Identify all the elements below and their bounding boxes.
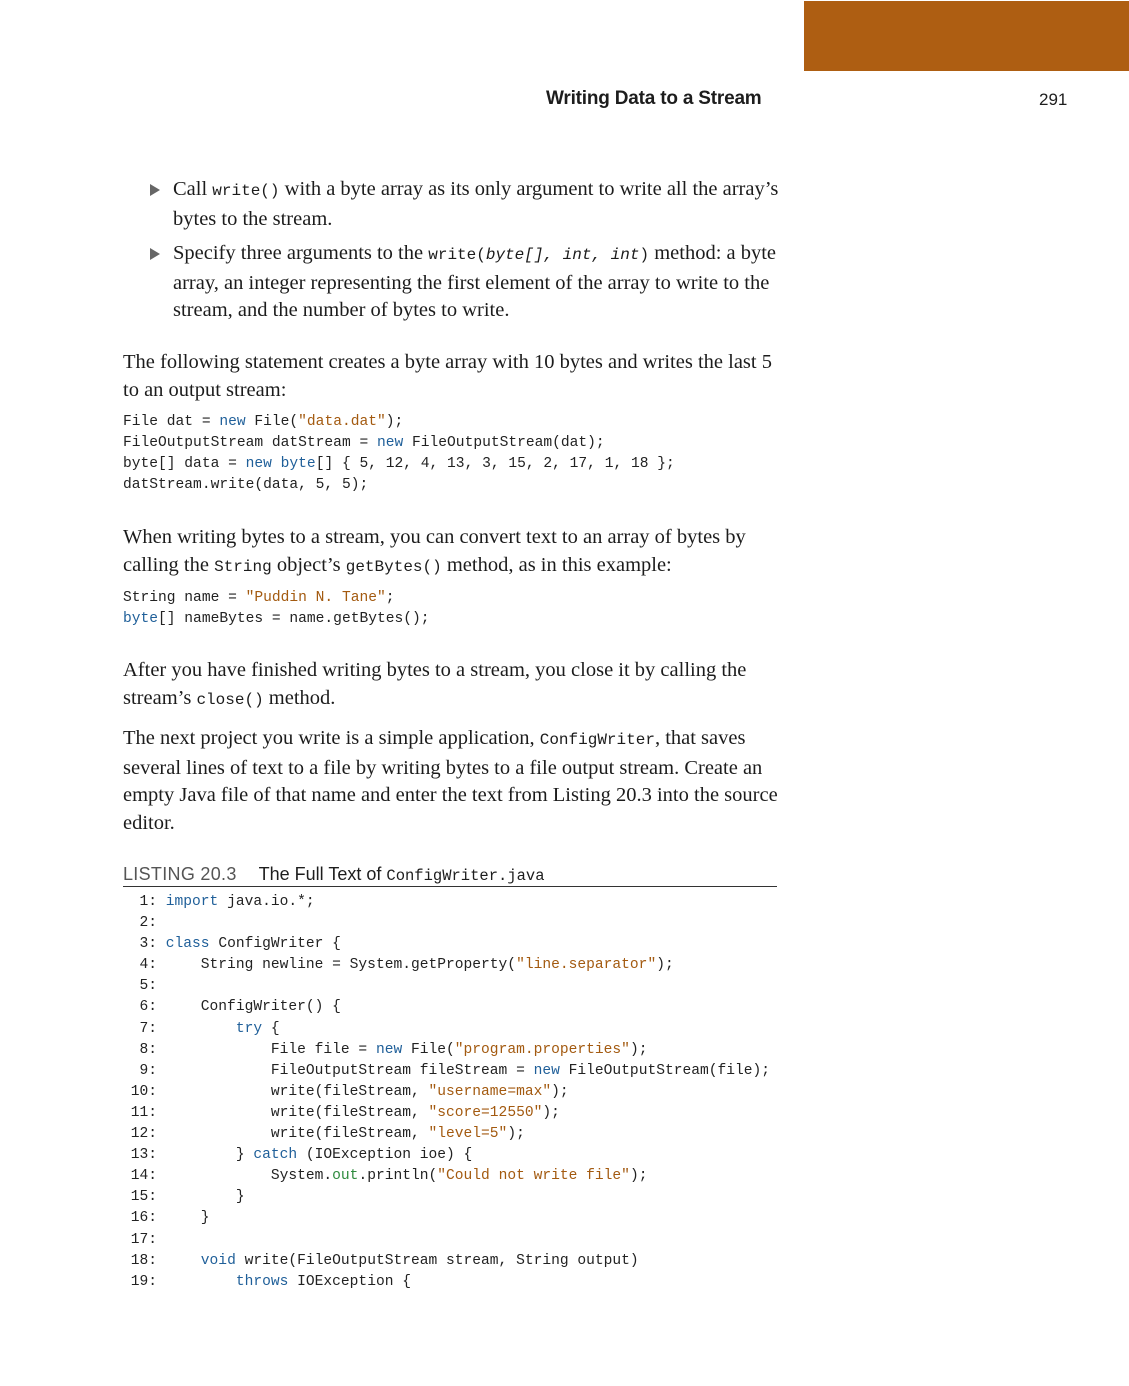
code-line: 12: write(fileStream, "level=5"); [130,1126,525,1143]
code-line: 9: FileOutputStream fileStream = new FileOutputStream(file); [139,1062,771,1079]
paragraph: The next project you write is a simple application, ConfigWriter, that saves several lines of text to a file by writing bytes to a file output stream. Create an empty Java file of that name and enter the text from Listing 20.3 into the source editor. [123,727,778,834]
chapter-tab [804,1,1129,71]
code-snippet-1 [123,412,675,496]
code-line: byte[] nameBytes = name.getBytes(); [123,611,430,628]
paragraph: When writing bytes to a stream, you can convert text to an array of bytes by calling the String object’s getBytes() method, as in this example: [123,526,746,576]
bullet-item [150,176,790,233]
code-line: 17: [130,1231,157,1248]
listing-label: LISTING 20.3 [123,864,237,884]
inline-code: write() [212,182,280,200]
inline-code: ConfigWriter [539,731,655,749]
code-snippet-2 [123,588,430,630]
triangle-bullet-icon [150,184,160,196]
code-line: 5: [139,978,157,995]
code-line: FileOutputStream datStream = new FileOutputStream(dat); [123,435,605,452]
code-line: 18: void write(FileOutputStream stream, String output) [130,1252,639,1269]
code-line: 2: [139,915,157,932]
code-line: 19: throws IOException { [130,1273,411,1290]
code-line: 11: write(fileStream, "score=12550"); [130,1104,560,1121]
listing-heading [123,864,777,887]
inline-code: getBytes() [345,557,442,576]
code-line: 4: String newline = System.getProperty("line.separator"); [139,957,674,974]
page-number: 291 [1039,90,1068,109]
inline-code-args: byte[], int, int [485,246,640,264]
code-line: 8: File file = new File("program.properties"); [139,1041,648,1058]
code-line: 16: } [130,1210,210,1227]
inline-code: write( [428,246,486,264]
code-line: 7: try { [139,1020,280,1037]
code-line: String name = "Puddin N. Tane"; [123,590,395,606]
code-line: File dat = new File("data.dat"); [123,414,404,430]
code-line: 6: ConfigWriter() { [139,999,341,1016]
code-line: 10: write(fileStream, "username=max"); [130,1083,569,1100]
running-head: Writing Data to a Stream [546,88,762,109]
code-line: 3: class ConfigWriter { [139,936,341,953]
code-line: 15: } [130,1189,245,1206]
code-line: 1: import java.io.*; [139,894,315,910]
bullet-item [150,240,790,325]
bullet-text: Specify three arguments to the write(byte[], int, int) method: a byte array, an integer representing the first element of the array to write to the stream, and the number of bytes to write. [173,242,777,321]
code-line: byte[] data = new byte[] { 5, 12, 4, 13, 3, 15, 2, 17, 1, 18 }; [123,456,675,473]
paragraph: After you have finished writing bytes to a stream, you close it by calling the stream’s close() method. [123,659,747,709]
code-line: 14: System.out.println("Could not write file"); [130,1168,648,1185]
listing-title: The Full Text of ConfigWriter.java [258,864,545,885]
triangle-bullet-icon [150,248,160,260]
inline-code: close() [196,690,264,709]
inline-code: String [214,557,272,576]
code-line: 13: } catch (IOException ioe) { [130,1147,473,1164]
code-line: datStream.write(data, 5, 5); [123,477,369,494]
paragraph: The following statement creates a byte array with 10 bytes and writes the last 5 to an output stream: [123,351,772,401]
bullet-text: Call write() with a byte array as its only argument to write all the array’s bytes to the stream. [173,178,779,230]
code-listing [123,892,770,1293]
